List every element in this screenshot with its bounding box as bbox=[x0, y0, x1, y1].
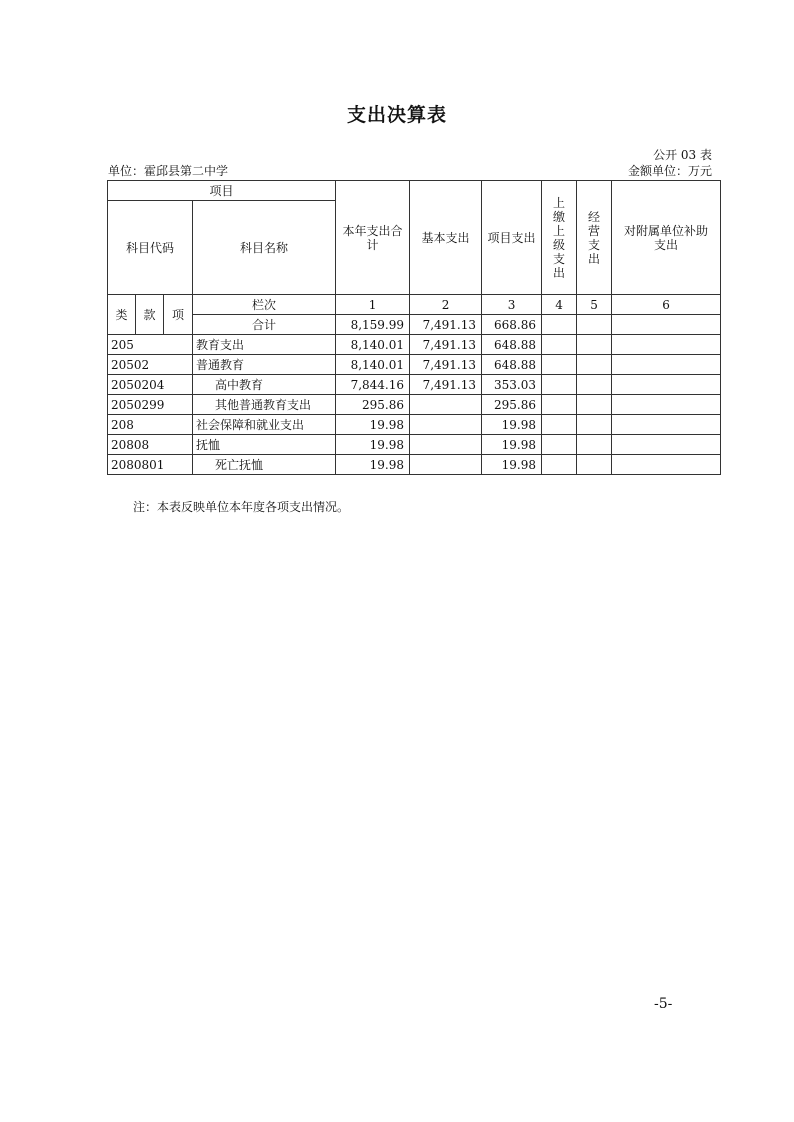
row-name: 死亡抚恤 bbox=[193, 455, 336, 475]
column-number: 2 bbox=[410, 295, 482, 315]
row-basic bbox=[410, 455, 482, 475]
table-row bbox=[108, 415, 721, 435]
row-code: 2050299 bbox=[108, 395, 193, 415]
row-name: 社会保障和就业支出 bbox=[193, 415, 336, 435]
unit-label: 单位：霍邱县第二中学 bbox=[108, 164, 229, 178]
header-item: 项目支出 bbox=[482, 181, 542, 295]
header-subsidy: 对附属单位补助支出 bbox=[612, 181, 721, 295]
row-item: 19.98 bbox=[482, 435, 542, 455]
header-basic: 基本支出 bbox=[410, 181, 482, 295]
column-number: 1 bbox=[336, 295, 410, 315]
row-code: 205 bbox=[108, 335, 193, 355]
header-code: 科目代码 bbox=[108, 201, 193, 295]
row-item: 19.98 bbox=[482, 455, 542, 475]
row-item: 295.86 bbox=[482, 395, 542, 415]
table-row bbox=[108, 435, 721, 455]
table-row bbox=[108, 335, 721, 355]
row-total: 19.98 bbox=[336, 455, 410, 475]
row-code: 2080801 bbox=[108, 455, 193, 475]
row-code: 208 bbox=[108, 415, 193, 435]
column-number: 4 bbox=[542, 295, 577, 315]
row-name: 普通教育 bbox=[193, 355, 336, 375]
form-number: 公开 03 表 bbox=[653, 148, 712, 162]
header-lei: 类 bbox=[108, 295, 136, 335]
column-number: 6 bbox=[612, 295, 721, 315]
table-row bbox=[108, 395, 721, 415]
row-item: 353.03 bbox=[482, 375, 542, 395]
column-number: 3 bbox=[482, 295, 542, 315]
row-name: 抚恤 bbox=[193, 435, 336, 455]
sum-total: 8,159.99 bbox=[336, 315, 410, 335]
expenditure-table bbox=[107, 180, 721, 475]
header-name: 科目名称 bbox=[193, 201, 336, 295]
header-kuan: 款 bbox=[136, 295, 164, 335]
table-note: 注：本表反映单位本年度各项支出情况。 bbox=[133, 500, 350, 514]
row-code: 20502 bbox=[108, 355, 193, 375]
page-title: 支出决算表 bbox=[346, 104, 447, 126]
sum-basic: 7,491.13 bbox=[410, 315, 482, 335]
header-operating: 经营支出 bbox=[577, 181, 612, 295]
row-code: 2050204 bbox=[108, 375, 193, 395]
row-basic bbox=[410, 415, 482, 435]
row-name: 高中教育 bbox=[193, 375, 336, 395]
currency-label: 金额单位：万元 bbox=[627, 164, 712, 178]
row-item: 19.98 bbox=[482, 415, 542, 435]
row-basic bbox=[410, 395, 482, 415]
row-code: 20808 bbox=[108, 435, 193, 455]
row-total: 7,844.16 bbox=[336, 375, 410, 395]
row-basic: 7,491.13 bbox=[410, 375, 482, 395]
row-total: 8,140.01 bbox=[336, 335, 410, 355]
sum-label: 合计 bbox=[193, 315, 336, 335]
table-row bbox=[108, 455, 721, 475]
row-name: 其他普通教育支出 bbox=[193, 395, 336, 415]
row-name: 教育支出 bbox=[193, 335, 336, 355]
row-total: 19.98 bbox=[336, 415, 410, 435]
row-basic bbox=[410, 435, 482, 455]
table-row bbox=[108, 355, 721, 375]
row-total: 19.98 bbox=[336, 435, 410, 455]
row-basic: 7,491.13 bbox=[410, 355, 482, 375]
row-total: 295.86 bbox=[336, 395, 410, 415]
column-label: 栏次 bbox=[193, 295, 336, 315]
sum-item: 668.86 bbox=[482, 315, 542, 335]
header-total: 本年支出合计 bbox=[336, 181, 410, 295]
row-item: 648.88 bbox=[482, 335, 542, 355]
row-basic: 7,491.13 bbox=[410, 335, 482, 355]
header-xiang: 项 bbox=[164, 295, 193, 335]
sum-row bbox=[108, 315, 721, 335]
table-row bbox=[108, 375, 721, 395]
page-number: -5- bbox=[654, 996, 673, 1012]
row-total: 8,140.01 bbox=[336, 355, 410, 375]
column-number: 5 bbox=[577, 295, 612, 315]
row-item: 648.88 bbox=[482, 355, 542, 375]
header-upper: 上缴上级支出 bbox=[542, 181, 577, 295]
header-project: 项目 bbox=[108, 181, 336, 201]
